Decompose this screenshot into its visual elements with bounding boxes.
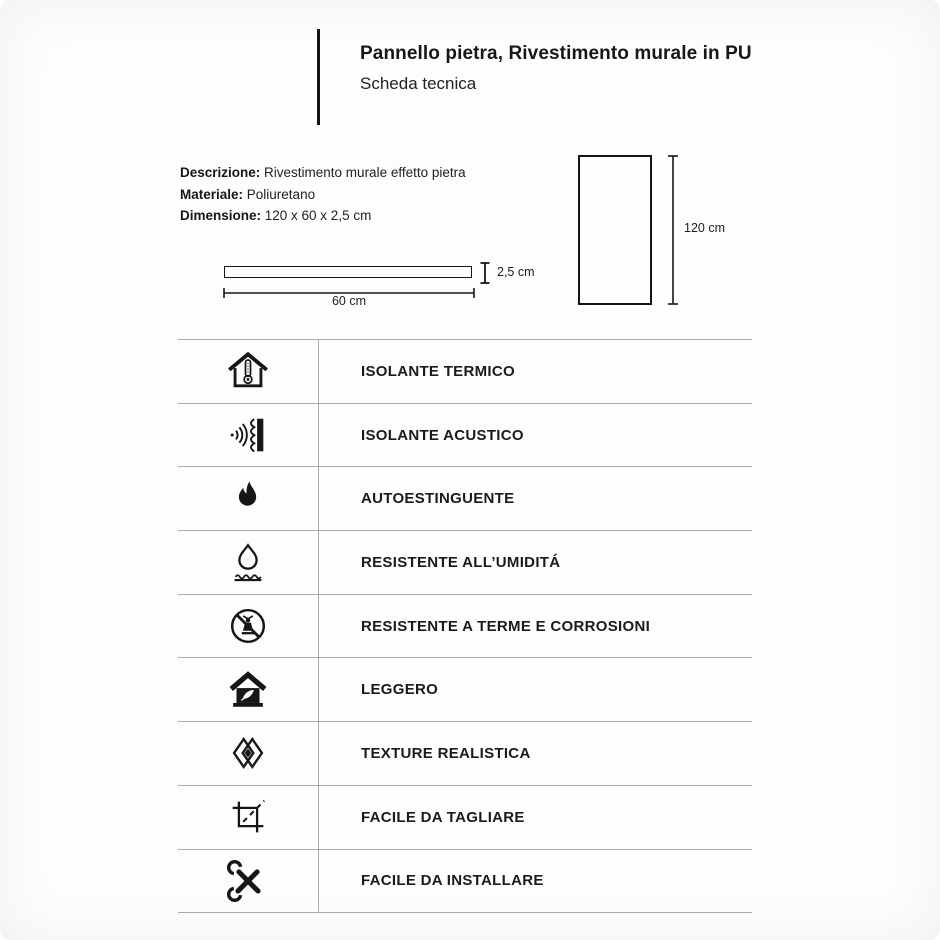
header [360, 43, 752, 94]
feature-label: LEGGERO [361, 681, 439, 699]
feature-row-installation [178, 850, 752, 914]
spec-line-dimension [180, 205, 466, 227]
spec-line-description [180, 162, 466, 184]
height-dimension-line [665, 154, 681, 311]
tools-icon [178, 850, 319, 913]
spec-label: Materiale: [180, 186, 244, 202]
feature-label: FACILE DA TAGLIARE [361, 808, 525, 826]
feature-row-texture [178, 722, 752, 786]
diamond-texture-icon [178, 722, 319, 785]
sound-insulation-icon [178, 404, 319, 467]
panel-front-outline [578, 155, 652, 305]
spec-line-material [180, 184, 466, 206]
no-insects-icon [178, 595, 319, 658]
flame-icon [178, 467, 319, 530]
page-subtitle: Scheda tecnica [360, 74, 477, 93]
spec-value: 120 x 60 x 2,5 cm [261, 208, 372, 223]
feature-label: RESISTENTE ALL’UMIDITÁ [361, 553, 561, 571]
panel-side-outline [224, 266, 472, 278]
feature-row-humidity [178, 531, 752, 595]
feature-row-lightweight [178, 658, 752, 722]
page-title: Pannello pietra, Rivestimento murale in PU [360, 43, 752, 64]
spec-label: Descrizione: [180, 165, 261, 180]
height-dimension-label: 120 cm [684, 221, 725, 235]
feature-row-cutting [178, 786, 752, 850]
spec-list [180, 162, 466, 227]
feature-row-termites [178, 595, 752, 659]
features-table [178, 339, 752, 913]
feature-label: ISOLANTE ACUSTICO [361, 426, 524, 444]
feature-label: FACILE DA INSTALLARE [361, 872, 544, 890]
house-thermometer-icon [178, 340, 319, 403]
feature-label: RESISTENTE A TERME E CORROSIONI [361, 617, 651, 635]
spec-label: Dimensione: [180, 208, 262, 223]
width-dimension-label: 60 cm [331, 294, 367, 308]
thickness-dimension-label: 2,5 cm [497, 265, 535, 279]
header-accent-bar [317, 29, 320, 125]
feature-row-thermal [178, 340, 752, 404]
spec-value: Poliuretano [243, 186, 316, 202]
house-feather-icon [178, 658, 319, 721]
feature-label: ISOLANTE TERMICO [361, 362, 515, 380]
spec-value: Rivestimento murale effetto pietra [260, 165, 466, 180]
water-drop-icon [178, 531, 319, 594]
feature-row-acoustic [178, 404, 752, 468]
thickness-dimension-line [479, 261, 491, 290]
crop-cut-icon [178, 786, 319, 849]
feature-label: TEXTURE REALISTICA [361, 744, 531, 762]
feature-row-selfextinguishing [178, 467, 752, 531]
feature-label: AUTOESTINGUENTE [361, 490, 515, 508]
